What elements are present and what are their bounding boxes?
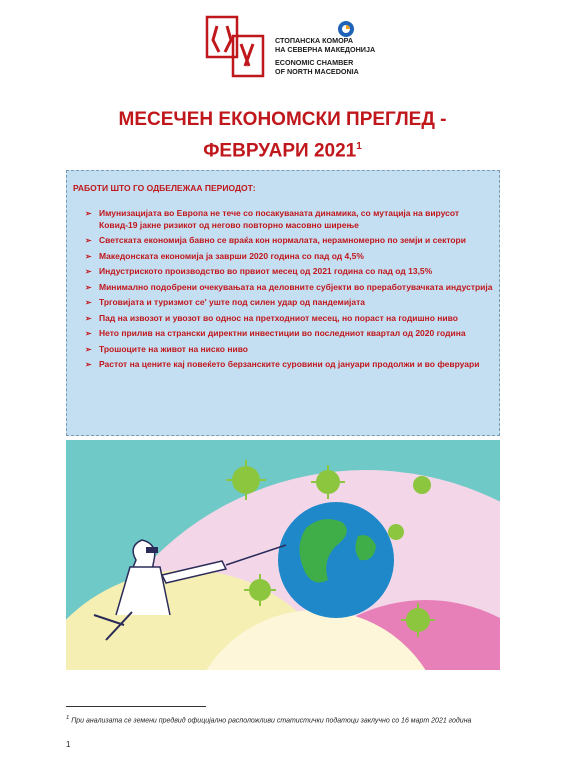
highlight-item: [85, 251, 495, 263]
highlight-item: [85, 266, 495, 278]
footnote: [66, 713, 506, 726]
highlight-text: Имунизацијата во Европа не тече со посакуваната динамика, со мутација на вирусот Ковид-19 јакне ризикот од негово повторно масовно ширење: [99, 208, 460, 230]
title-line1: МЕСЕЧЕН ЕКОНОМСКИ ПРЕГЛЕД -: [118, 109, 447, 130]
bullet-arrow-icon: ➢: [85, 360, 92, 369]
highlight-item: [85, 297, 495, 309]
header: [205, 14, 385, 84]
highlight-text: Нето прилив на странски директни инвестиции во последниот квартал од 2020 година: [99, 328, 466, 338]
bullet-arrow-icon: ➢: [85, 209, 92, 218]
title-footnote-ref[interactable]: 1: [356, 141, 362, 152]
highlight-item: [85, 359, 495, 371]
pandemic-illustration: [66, 440, 500, 670]
highlight-text: Индустриското производство во првиот месец од 2021 година со пад од 13,5%: [99, 266, 433, 276]
title-line2-text: ФЕВРУАРИ 2021: [203, 140, 357, 162]
bullet-arrow-icon: ➢: [85, 329, 92, 338]
highlight-text: Минимално подобрени очекувањата на деловните субјекти во преработувачката индустрија: [99, 281, 493, 292]
page-title: [0, 106, 565, 164]
bullet-arrow-icon: ➢: [85, 313, 92, 323]
highlight-item: [85, 235, 495, 247]
bullet-arrow-icon: ➢: [85, 282, 92, 292]
org-name-mk-line2: НА СЕВЕРНА МАКЕДОНИЈА: [275, 45, 376, 54]
highlight-item: [85, 328, 495, 340]
bullet-arrow-icon: ➢: [85, 267, 92, 276]
highlight-text: Трговијата и туризмот се' уште под силен удар од пандемијата: [99, 297, 366, 307]
highlight-text: Трошоците на живот на ниско ниво: [99, 343, 248, 354]
bullet-arrow-icon: ➢: [85, 236, 92, 245]
footnote-mark: 1: [66, 715, 70, 721]
org-name: [275, 36, 375, 76]
highlight-item: [85, 313, 495, 325]
org-name-en-line2: OF NORTH MACEDONIA: [275, 67, 359, 76]
highlights-heading: РАБОТИ ШТО ГО ОДБЕЛЕЖАА ПЕРИОДОТ:: [73, 183, 256, 193]
bullet-arrow-icon: ➢: [85, 251, 92, 261]
highlight-text: Македонската економија ја заврши 2020 година со пад од 4,5%: [99, 250, 364, 261]
footnote-divider: [66, 706, 206, 707]
title-line2: [0, 133, 565, 164]
bullet-arrow-icon: ➢: [85, 344, 92, 354]
highlight-item: [85, 282, 495, 294]
highlights-box: [66, 170, 500, 436]
highlight-text: Светската економија бавно се враќа кон нормалата, нерамномерно по земји и сектори: [99, 235, 466, 245]
highlight-item: [85, 208, 495, 231]
highlight-text: Растот на цените кај повеќето берзанските суровини од јануари продолжи и во февруари: [99, 359, 480, 369]
highlight-text: Пад на извозот и увозот во однос на претходниот месец, но пораст на годишно ниво: [99, 312, 458, 323]
highlight-item: [85, 344, 495, 356]
footnote-text: При анализата се земени предвид официјално расположливи статистички податоци заклучно со 16 март 2021 година: [71, 717, 472, 725]
page-number: 1: [66, 740, 71, 749]
org-name-en-line1: ECONOMIC CHAMBER: [275, 58, 354, 67]
chamber-logo-icon: [205, 14, 267, 80]
bullet-arrow-icon: ➢: [85, 298, 92, 307]
org-name-mk-line1: СТОПАНСКА КОМОРА: [275, 36, 354, 45]
highlights-list: [85, 208, 495, 375]
